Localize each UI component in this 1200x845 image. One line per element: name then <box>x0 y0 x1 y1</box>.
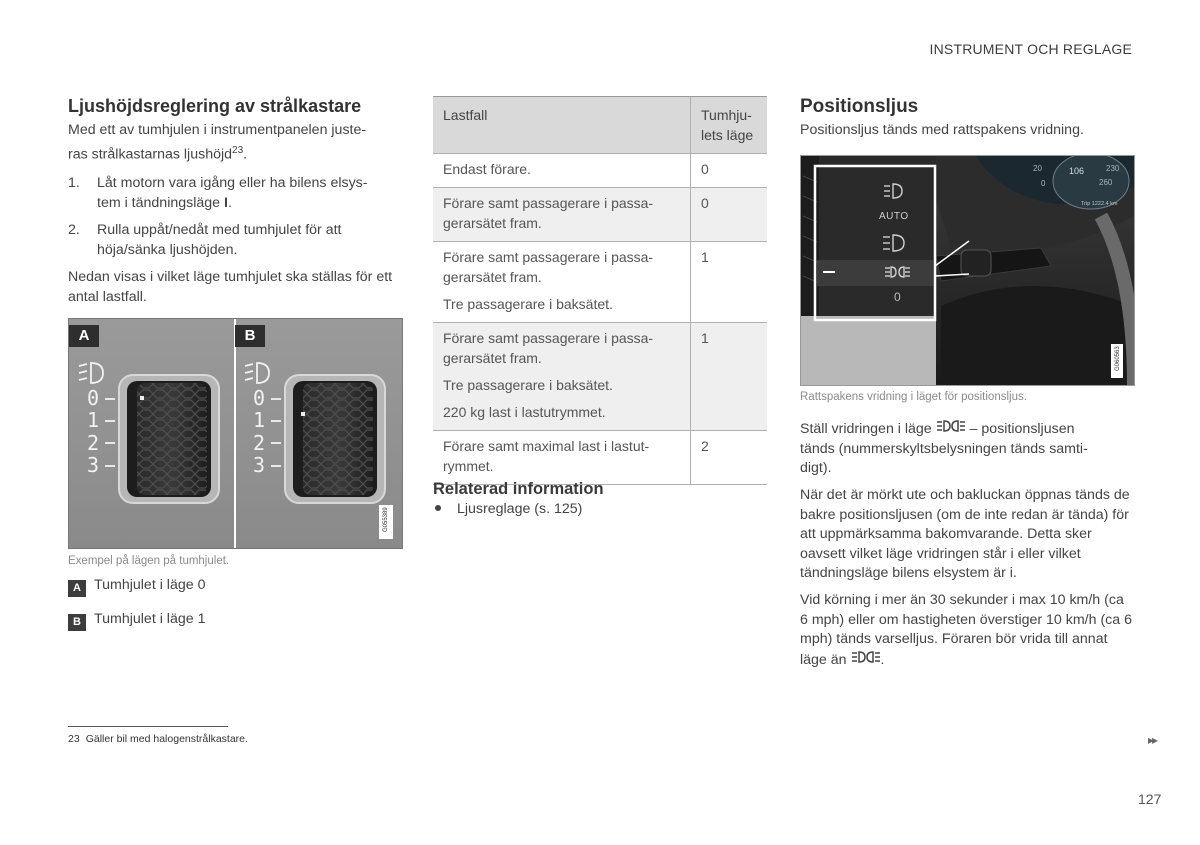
intro-paragraph: Med ett av tumhjulen i instrumentpanelen juste- ras strålkastarnas ljushöjd$^{23}$. <box>68 122 367 163</box>
page-number: 127 <box>1138 791 1162 807</box>
position-light-icon <box>936 419 966 440</box>
position-lights-lead: Positionsljus tänds med rattspakens vridning. <box>800 122 1084 138</box>
auto-label: AUTO <box>879 211 909 222</box>
position-light-icon <box>851 650 881 671</box>
table-row <box>433 323 767 431</box>
after-steps-paragraph: Nedan visas i vilket läge tumhjulet ska ställas för ett antal lastfall. <box>68 269 393 305</box>
section-header: INSTRUMENT OCH REGLAGE <box>929 41 1132 57</box>
load-case-cell: Förare samt passagerare i passa-gerarsätet fram. Tre passagerare i baksätet. <box>433 242 691 323</box>
table-header-row <box>433 97 767 154</box>
related-link[interactable]: Ljusreglage (s. 125) <box>433 500 767 520</box>
position-cell: 0 <box>691 154 768 188</box>
level-scale-b: 0 1 2 3 <box>253 386 266 477</box>
load-case-cell: Förare samt passagerare i passa-gerarsätet fram. <box>433 188 691 242</box>
header-load-case: Lastfall <box>433 97 691 154</box>
paragraph-daytime-lights: Vid körning i mer än 30 sekunder i max 10 km/h (ca 6 mph) eller om hastigheten överstiger 10 km/h (ca 6 mph) tänds varselljus. Föraren bör vrida till annat läge än . <box>800 591 1135 670</box>
footnote-rule <box>68 726 228 727</box>
gauge-label-20: 20 <box>1033 164 1042 173</box>
footnote: 23 Gäller bil med halogenstrålkastare. <box>68 733 248 745</box>
legend-item-a: A Tumhjulet i läge 0 <box>68 576 398 597</box>
section-title-headlight-levelling: Ljushöjdsreglering av strålkastare <box>68 96 362 116</box>
level-scale-a: 0 1 2 3 <box>87 386 100 477</box>
badge-b: B <box>68 614 86 631</box>
position-cell: 1 <box>691 323 768 431</box>
gauge-label-260: 260 <box>1099 178 1113 187</box>
related-info-title: Relaterad information <box>433 480 604 498</box>
panel-a-label: A <box>78 327 90 344</box>
load-case-table <box>433 96 767 485</box>
step-item: 2. Rulla uppåt/nedåt med tumhjulet för att höja/sänka ljushöjden. <box>68 222 342 258</box>
bullet-icon <box>435 505 441 511</box>
gauge-label-0: 0 <box>1041 179 1046 188</box>
continue-arrow-icon[interactable]: ▸▸ <box>1148 733 1157 747</box>
table-row <box>433 154 767 188</box>
thumbwheel-figure <box>68 318 403 549</box>
position-cell: 1 <box>691 242 768 323</box>
table-row <box>433 431 767 485</box>
load-case-cell: Förare samt maximal last i lastut-rymmet. <box>433 431 691 485</box>
panel-b-label: B <box>244 327 256 344</box>
table-row <box>433 188 767 242</box>
badge-a: A <box>68 580 86 597</box>
load-case-cell: Endast förare. <box>433 154 691 188</box>
steps-list <box>68 174 398 268</box>
section-title-position-lights: Positionsljus <box>800 96 919 117</box>
figure-code: G055389 <box>383 507 389 532</box>
gauge-label-106: 106 <box>1069 166 1085 176</box>
paragraph-tailgate: När det är mörkt ute och bakluckan öppnas tänds de bakre positionsljusen (om de inte redan är tända) för att uppmärksamma bakomvarande. Detta sker oavsett vilket läge vridringen står i eller vilket tändningsläge bilens elsystem är i. <box>800 487 1130 581</box>
load-case-cell: Förare samt passagerare i passa-gerarsätet fram. Tre passagerare i baksätet. 220 kg last i lastutrymmet. <box>433 323 691 431</box>
position-cell: 0 <box>691 188 768 242</box>
legend-item-b: B Tumhjulet i läge 1 <box>68 610 398 631</box>
thumbwheel-caption: Exempel på lägen på tumhjulet. <box>68 555 230 567</box>
stalk-caption: Rattspakens vridning i läget för positionsljus. <box>800 391 1027 403</box>
header-wheel-position: Tumhju- lets läge <box>691 97 768 154</box>
zero-label: 0 <box>894 290 901 304</box>
trip-readout: Trip 1222.4 km <box>1081 201 1118 207</box>
table-row <box>433 242 767 323</box>
position-cell: 2 <box>691 431 768 485</box>
figure-code: G060563 <box>1115 346 1121 371</box>
gauge-label-230: 230 <box>1106 164 1120 173</box>
paragraph-position-setting: Ställ vridringen i läge – positionsljusen tänds (nummerskyltsbelysningen tänds samti- digt). <box>800 421 1088 476</box>
stalk-figure <box>800 155 1135 386</box>
footnote-ref[interactable]: 23 <box>232 144 244 156</box>
step-item: 1. Låt motorn vara igång eller ha bilens elsys- tem i tändningsläge I. <box>68 175 368 211</box>
